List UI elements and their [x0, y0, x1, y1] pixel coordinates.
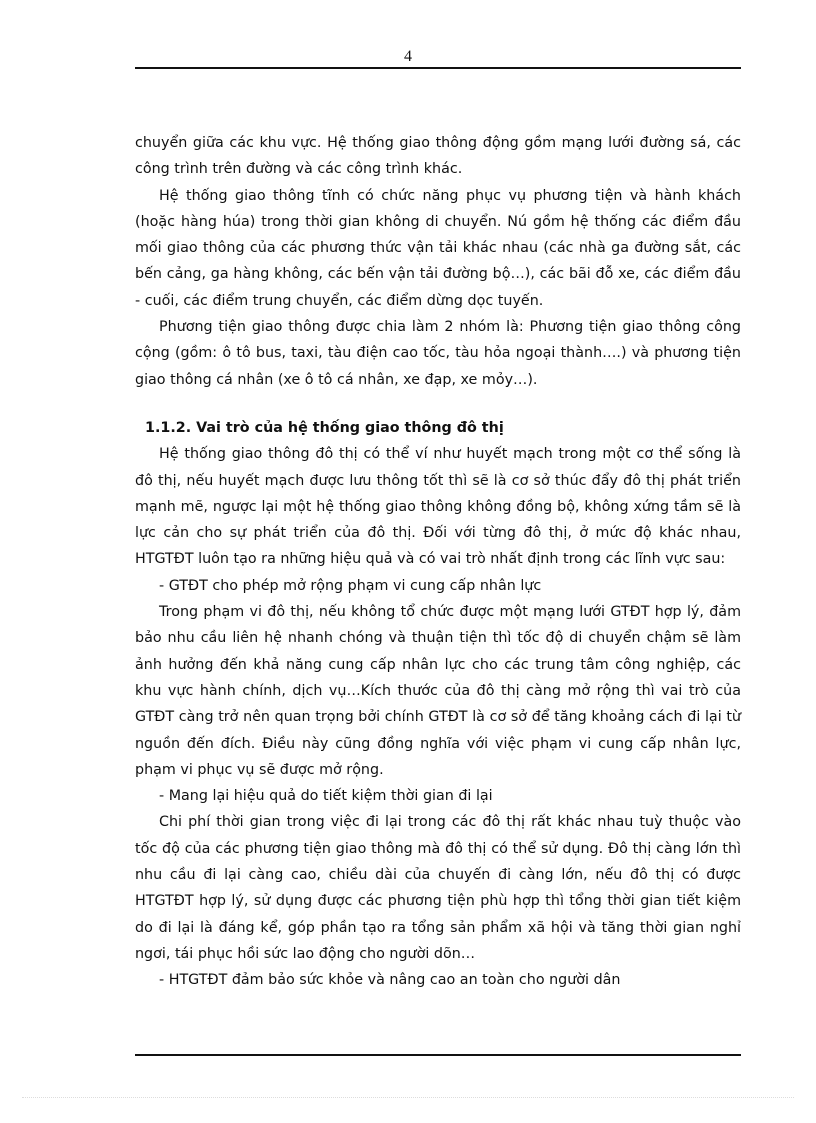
body-paragraph: chuyển giữa các khu vực. Hệ thống giao thông động gồm mạng lưới đường sá, các công trình trên đường và các công trình khác. — [135, 135, 741, 178]
section-heading: 1.1.2. Vai trò của hệ thống giao thông đô thị — [145, 419, 504, 436]
bullet-item: - GTĐT cho phép mở rộng phạm vi cung cấp nhân lực — [159, 577, 542, 594]
body-paragraph: Hệ thống giao thông tĩnh có chức năng phục vụ phương tiện và hành khách (hoặc hàng húa) trong thời gian không di chuyển. Nú gồm hệ thống các điểm đầu mối giao thông của các phương thức vận tải khác nhau (các nhà ga đường sắt, các bến cảng, ga hàng không, các bến vận tải đường bộ…), các bãi đỗ xe, các điểm đầu - cuối, các điểm trung chuyển, các điểm dừng dọc tuyến. — [135, 187, 741, 309]
body-paragraph: Phương tiện giao thông được chia làm 2 nhóm là: Phương tiện giao thông công cộng (gồm: ô tô bus, taxi, tàu điện cao tốc, tàu hỏa ngoại thành….) và phương tiện giao thông cá nhân (xe ô tô cá nhân, xe đạp, xe mỏy…). — [135, 319, 741, 388]
section-paragraph: Chi phí thời gian trong việc đi lại trong các đô thị rất khác nhau tuỳ thuộc vào tốc độ của các phương tiện giao thông mà đô thị có thể sử dụng. Đô thị càng lớn thì nhu cầu đi lại càng cao, chiều dài của chuyến đi càng lớn, nếu đô thị có được HTGTĐT hợp lý, sử dụng được các phương tiện phù hợp thì tổng thời gian tiết kiệm do đi lại là đáng kể, góp phần tạo ra tổng sản phẩm xã hội và tăng thời gian nghỉ ngơi, tái phục hồi sức lao động cho người dõn… — [135, 814, 741, 962]
page-edge-dotted-line — [22, 1097, 794, 1098]
section-paragraph: Trong phạm vi đô thị, nếu không tổ chức được một mạng lưới GTĐT hợp lý, đảm bảo nhu cầu liên hệ nhanh chóng và thuận tiện thì tốc độ di chuyển chậm sẽ làm ảnh hưởng đến khả năng cung cấp nhân lực cho các trung tâm công nghiệp, các khu vực hành chính, dịch vụ…Kích thước của đô thị càng mở rộng thì vai trò của GTĐT càng trở nên quan trọng bởi chính GTĐT là cơ sở để tăng khoảng cách đi lại từ nguồn đến đích. Điều này cũng đồng nghĩa với việc phạm vi cung cấp nhân lực, phạm vi phục vụ sẽ được mở rộng. — [135, 604, 741, 778]
header-rule — [135, 67, 741, 69]
bullet-item: - HTGTĐT đảm bảo sức khỏe và nâng cao an toàn cho người dân — [159, 972, 621, 989]
bullet-item: - Mang lại hiệu quả do tiết kiệm thời gian đi lại — [159, 788, 493, 805]
section-paragraph: Hệ thống giao thông đô thị có thể ví như huyết mạch trong một cơ thể sống là đô thị, nếu huyết mạch được lưu thông tốt thì sẽ là cơ sở thúc đẩy đô thị phát triển mạnh mẽ, ngược lại một hệ thống giao thông không đồng bộ, không xứng tầm sẽ là lực cản cho sự phát triển của đô thị. Đối với từng đô thị, ở mức độ khác nhau, HTGTĐT luôn tạo ra những hiệu quả và có vai trò nhất định trong các lĩnh vực sau: — [135, 446, 741, 568]
page-number: 4 — [404, 48, 412, 65]
document-body — [135, 130, 741, 994]
footer-rule — [135, 1054, 741, 1056]
